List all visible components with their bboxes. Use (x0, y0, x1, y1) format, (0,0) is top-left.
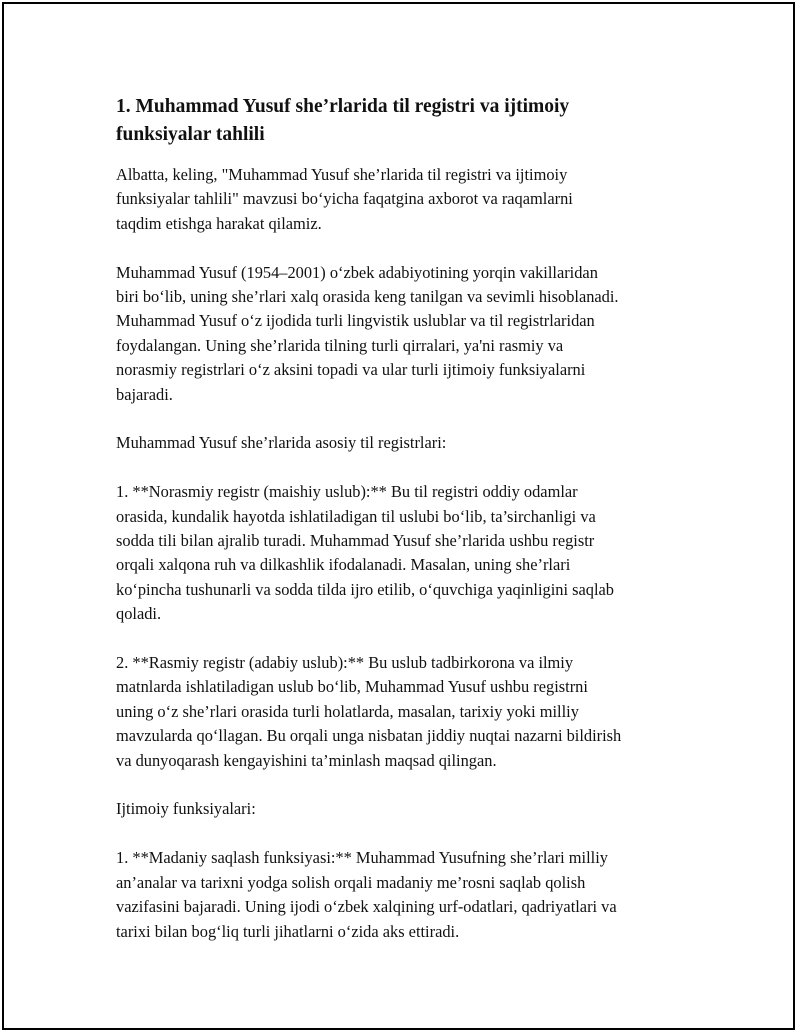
paragraph-biography: Muhammad Yusuf (1954–2001) o‘zbek adabiyotining yorqin vakillaridan biri bo‘lib, uning she’rlari xalq orasida keng tanilgan va sevimli hisoblanadi. Muhammad Yusuf o‘z ijodida turli lingvistik uslublar va til registrlaridan foydalangan. Uning she’rlarida tilning turli qirralari, ya'ni rasmiy va norasmiy registrlari o‘z aksini topadi va ular turli ijtimoiy funksiyalarni bajaradi. (116, 262, 619, 404)
list-item-informal-register: 1. **Norasmiy registr (maishiy uslub):** Bu til registri oddiy odamlar orasida, kundalik hayotda ishlatiladigan til uslubi bo‘lib, ta’sirchanligi va sodda tili bilan ajralib turadi. Muhammad Yusuf she’rlarida ushbu registr orqali xalqona ruh va dilkashlik ifodalanadi. Masalan, uning she’rlari ko‘pincha tushunarli va sodda tilda ijro etilib, o‘quvchiga yaqinligini saqlab qoladi. (116, 482, 614, 624)
document-body (116, 93, 696, 944)
list-item-cultural-preservation: 1. **Madaniy saqlash funksiyasi:** Muhammad Yusufning she’rlari milliy an’analar va tarixni yodga solish orqali madaniy me’rosni saqlab qolish vazifasini bajaradi. Uning ijodi o‘zbek xalqining urf-odatlari, qadriyatlari va tarixi bilan bog‘liq turli jihatlarni o‘zida aks ettiradi. (116, 848, 617, 941)
section-heading-registers: Muhammad Yusuf she’rlarida asosiy til registrlari: (116, 433, 447, 453)
section-heading-functions: Ijtimoiy funksiyalari: (116, 799, 256, 819)
list-item-formal-register: 2. **Rasmiy registr (adabiy uslub):** Bu uslub tadbirkorona va ilmiy matnlarda ishlatiladigan uslub bo‘lib, Muhammad Yusuf ushbu registrni uning o‘z she’rlari orasida turli holatlarda, masalan, tarixiy yoki milliy mavzularda qo‘llagan. Bu orqali unga nisbatan jiddiy nuqtai nazarni bildirish va dunyoqarash kengayishini ta’minlash maqsad qilingan. (116, 653, 622, 770)
document-title: 1. Muhammad Yusuf she’rlarida til registri va ijtimoiy funksiyalar tahlili (116, 96, 570, 145)
paragraph-intro: Albatta, keling, "Muhammad Yusuf she’rlarida til registri va ijtimoiy funksiyalar tahlili" mavzusi bo‘yicha faqatgina axborot va raqamlarni taqdim etishga harakat qilamiz. (116, 165, 573, 233)
